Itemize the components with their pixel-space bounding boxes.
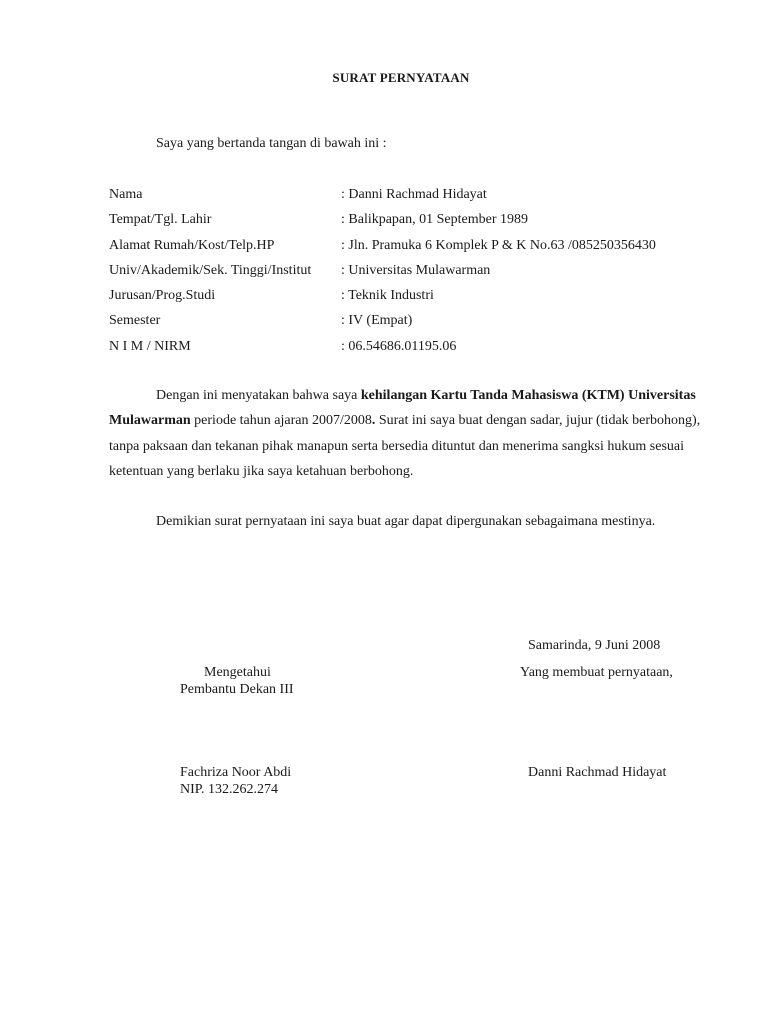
statement-bold-2: . (371, 413, 376, 429)
identity-fields (109, 186, 729, 363)
left-signatory-nip: NIP. 132.262.274 (180, 782, 279, 797)
field-value: : IV (Empat) (341, 313, 413, 329)
statement-text-2: periode tahun ajaran 2007/2008 (190, 413, 372, 429)
statement-text-1: Dengan ini menyatakan bahwa saya (156, 388, 361, 403)
field-row-semester (109, 312, 729, 337)
field-row-universitas (109, 262, 729, 287)
document-title: SURAT PERNYATAAN (332, 70, 470, 85)
left-signatory-position: Pembantu Dekan III (180, 682, 294, 697)
left-signatory-label: Mengetahui (204, 665, 271, 680)
place-date: Samarinda, 9 Juni 2008 (528, 638, 661, 653)
field-value: : Balikpapan, 01 September 1989 (341, 212, 529, 228)
closing-paragraph: Demikian surat pernyataan ini saya buat agar dapat dipergunakan sebagaimana mestinya. (156, 514, 656, 529)
field-label: Alamat Rumah/Kost/Telp.HP (109, 237, 275, 253)
field-row-alamat (109, 237, 729, 262)
right-signatory-label: Yang membuat pernyataan, (520, 665, 673, 680)
field-row-jurusan (109, 287, 729, 312)
field-value: : Universitas Mulawarman (341, 262, 491, 278)
left-signatory-name: Fachriza Noor Abdi (180, 765, 292, 780)
field-row-tempat-tgl-lahir (109, 211, 729, 236)
field-row-nama (109, 186, 729, 211)
statement-text-3: Surat ini saya buat dengan sadar, jujur (tidak berbohong), tanpa paksaan dan tekanan pihak manapun serta bersedia dituntut dan menerima sangksi hukum sesuai ketentuan yang berlaku jika saya ketahuan berbohong. (109, 413, 701, 479)
right-signatory-name: Danni Rachmad Hidayat (528, 765, 667, 780)
field-label: Univ/Akademik/Sek. Tinggi/Institut (109, 262, 312, 278)
field-value: : Danni Rachmad Hidayat (341, 187, 487, 202)
field-label: N I M / NIRM (109, 338, 191, 354)
field-value: : Jln. Pramuka 6 Komplek P & K No.63 /085250356430 (341, 237, 656, 253)
field-label: Tempat/Tgl. Lahir (109, 212, 212, 228)
statement-bold-1: kehilangan Kartu Tanda Mahasiswa (KTM) Universitas Mulawarman (109, 388, 696, 429)
field-value: : Teknik Industri (341, 288, 434, 304)
field-label: Semester (109, 313, 161, 329)
field-row-nim (109, 338, 729, 363)
field-label: Nama (109, 187, 143, 202)
field-value: : 06.54686.01195.06 (341, 338, 457, 354)
field-label: Jurusan/Prog.Studi (109, 288, 216, 304)
intro-text: Saya yang bertanda tangan di bawah ini : (156, 136, 387, 151)
statement-paragraph (109, 383, 701, 484)
